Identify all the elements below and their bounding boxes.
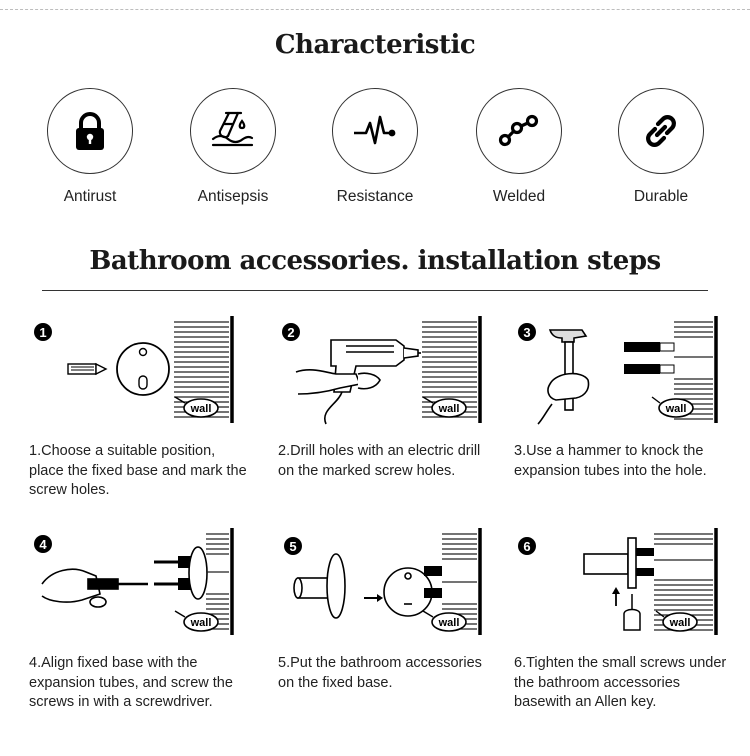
arrow-icon — [364, 594, 383, 602]
step-5-illustration — [276, 524, 488, 639]
hammer-icon — [538, 330, 589, 424]
wall-label: wall — [665, 403, 687, 415]
feature-durable — [616, 88, 706, 206]
step-3-text: 3.Use a hammer to knock the expansion tubes into the hole. — [514, 443, 707, 479]
allen-key-icon — [624, 594, 640, 630]
step-6-text: 6.Tighten the small screws under the bathroom accessories basewith an Allen key. — [514, 655, 727, 710]
test-tube-icon — [208, 109, 258, 153]
accessory-part — [294, 554, 345, 618]
wall-label: wall — [438, 617, 460, 629]
feature-label: Antisepsis — [197, 188, 269, 205]
characteristic-title: Characteristic — [274, 30, 476, 60]
installation-title: Bathroom accessories. installation steps — [89, 246, 661, 276]
section-rule — [42, 290, 708, 291]
feature-label: Welded — [492, 188, 546, 205]
arrow-icon — [612, 587, 620, 606]
step-6-illustration — [512, 524, 724, 639]
pulse-icon — [351, 109, 399, 153]
step-2-text: 2.Drill holes with an electric drill on the marked screw holes. — [278, 443, 481, 479]
wall-label: wall — [669, 617, 691, 629]
base-plate — [189, 547, 207, 599]
feature-welded — [474, 88, 564, 206]
chain-link-icon — [639, 109, 683, 153]
feature-resistance — [330, 88, 420, 206]
step-5-text: 5.Put the bathroom accessories on the fixed base. — [278, 655, 482, 691]
screws — [636, 548, 654, 576]
step-1-illustration — [28, 312, 240, 427]
step-2-illustration — [276, 312, 488, 427]
base-plate — [117, 343, 169, 395]
step-number: 6 — [523, 539, 531, 554]
wall-label: wall — [190, 403, 212, 415]
nodes-icon — [495, 109, 543, 153]
feature-label: Durable — [633, 188, 689, 205]
feature-antirust — [45, 88, 135, 206]
wall-tag — [656, 611, 697, 631]
drill-icon — [296, 340, 428, 424]
accessory-part — [584, 538, 636, 588]
feature-antisepsis — [188, 88, 278, 206]
step-1-text: 1.Choose a suitable position, place the fixed base and mark the screw holes. — [29, 443, 247, 498]
pencil-icon — [68, 364, 106, 374]
step-number: 3 — [523, 325, 531, 340]
padlock-icon — [68, 109, 112, 153]
step-3-illustration — [512, 312, 724, 427]
step-number: 1 — [39, 325, 47, 340]
wall-label: wall — [438, 403, 460, 415]
step-number: 2 — [287, 325, 295, 340]
step-4-illustration — [28, 524, 240, 639]
step-number: 5 — [289, 539, 297, 554]
screwdriver-icon — [42, 569, 148, 607]
feature-label: Resistance — [336, 188, 414, 205]
wall-label: wall — [190, 617, 212, 629]
feature-label: Antirust — [63, 188, 117, 205]
step-number: 4 — [39, 537, 47, 552]
top-divider — [0, 9, 750, 10]
step-4-text: 4.Align fixed base with the expansion tubes, and screw the screws in with a screwdriver. — [29, 655, 233, 710]
